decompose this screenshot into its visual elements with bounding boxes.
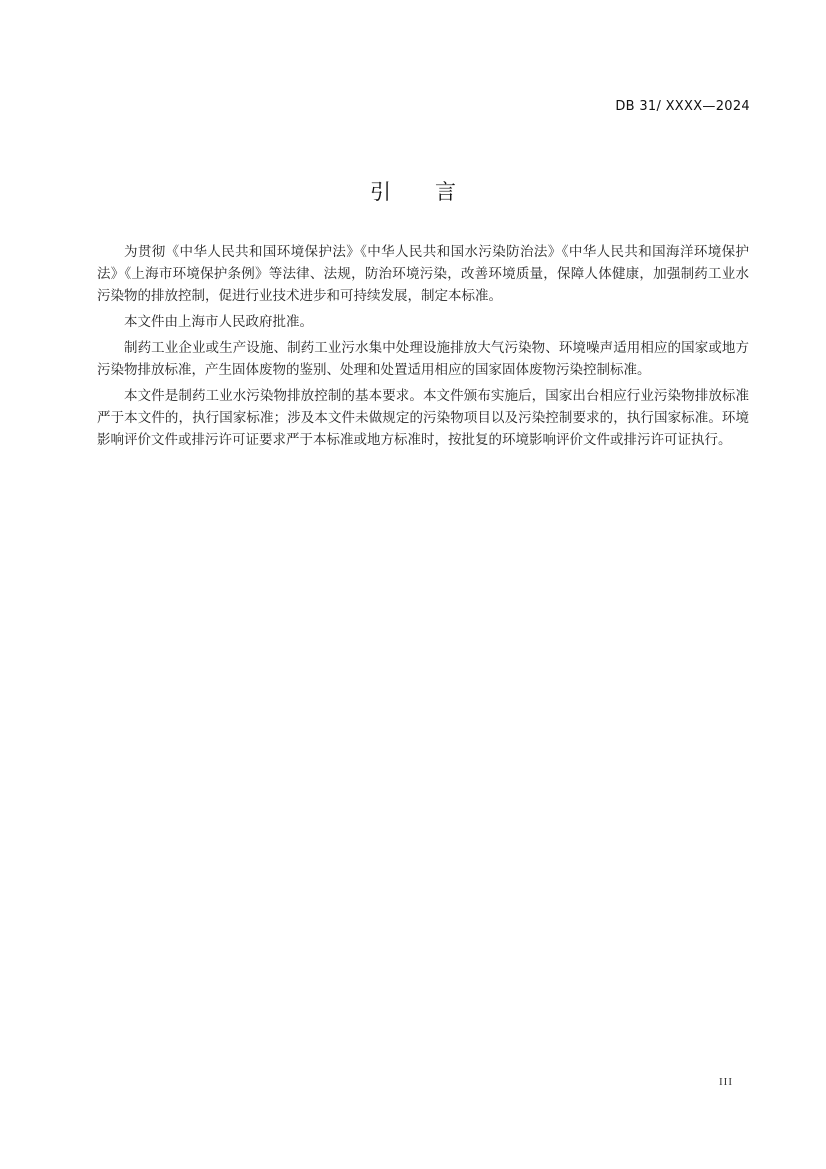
section-title bbox=[0, 176, 826, 206]
page-number: III bbox=[719, 1076, 733, 1088]
title-char-2: 言 bbox=[435, 180, 456, 204]
standard-code-header: DB 31/ XXXX—2024 bbox=[615, 99, 750, 114]
paragraph-scope-other-standards: 制药工业企业或生产设施、制药工业污水集中处理设施排放大气污染物、环境噪声适用相应的国家或地方污染物排放标准，产生固体废物的鉴别、处理和处置适用相应的国家固体废物污染控制标准。 bbox=[97, 340, 749, 378]
title-char-1: 引 bbox=[370, 180, 391, 204]
paragraph-basic-requirements: 本文件是制药工业水污染物排放控制的基本要求。本文件颁布实施后，国家出台相应行业污染物排放标准严于本文件的，执行国家标准；涉及本文件未做规定的污染物项目以及污染控制要求的，执行国家标准。环境影响评价文件或排污许可证要求严于本标准或地方标准时，按批复的环境影响评价文件或排污许可证执行。 bbox=[97, 388, 749, 448]
introduction-body bbox=[97, 241, 749, 455]
paragraph-legal-basis: 为贯彻《中华人民共和国环境保护法》《中华人民共和国水污染防治法》《中华人民共和国海洋环境保护法》《上海市环境保护条例》等法律、法规，防治环境污染，改善环境质量，保障人体健康，加强制药工业水污染物的排放控制，促进行业技术进步和可持续发展，制定本标准。 bbox=[97, 244, 749, 304]
paragraph-approval: 本文件由上海市人民政府批准。 bbox=[124, 314, 313, 330]
